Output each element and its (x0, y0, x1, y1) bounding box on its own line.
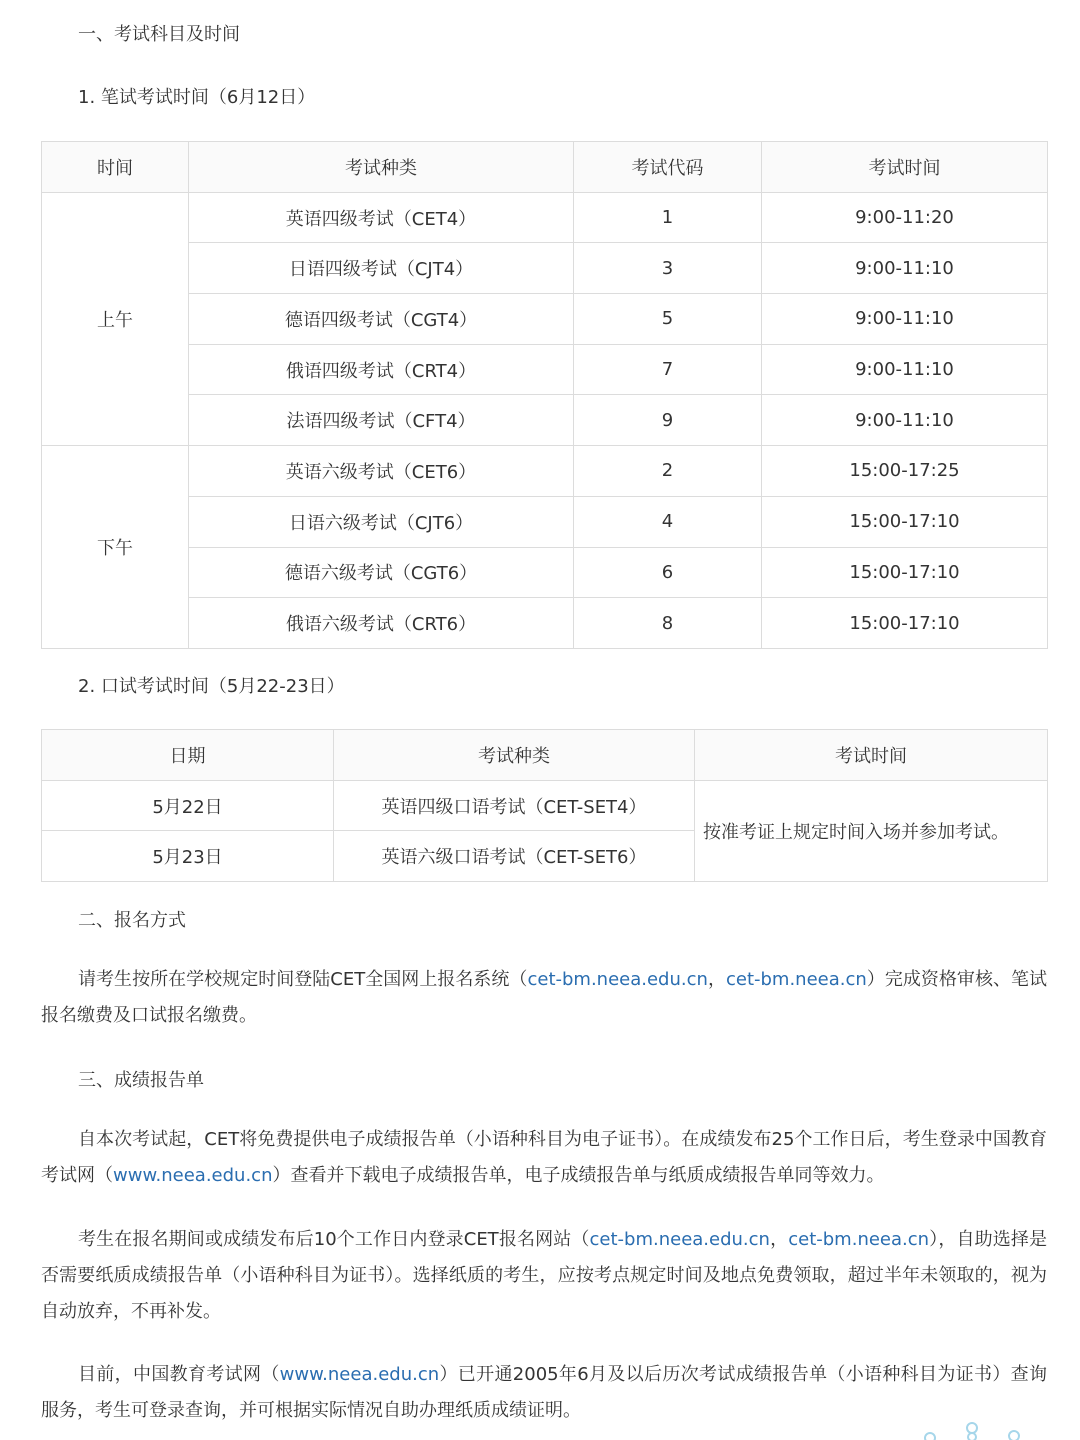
neea-link[interactable]: www.neea.edu.cn (113, 1165, 273, 1186)
section-2-title: 二、报名方式 (78, 910, 186, 931)
header-time-period: 时间 (42, 142, 189, 193)
text-segment: 请考生按所在学校规定时间登陆CET全国网上报名系统（ (78, 969, 528, 990)
table-row (42, 243, 1048, 294)
header-exam-type: 考试种类 (334, 730, 695, 781)
cet-link-edu[interactable]: cet-bm.neea.edu.cn (589, 1229, 770, 1250)
decor-circle-icon (925, 1433, 935, 1440)
afternoon-label: 下午 (42, 446, 189, 649)
table-row (42, 780, 1048, 831)
oral-exam-title: 2. 口试考试时间（5月22-23日） (78, 676, 345, 697)
decor-circle-icon (967, 1423, 977, 1433)
exam-time: 9:00-11:10 (762, 344, 1048, 395)
oral-date: 5月23日 (42, 831, 334, 882)
text-segment: ， (769, 1229, 789, 1250)
registration-paragraph (41, 962, 1047, 1034)
table-header-row (42, 730, 1048, 781)
decor-circle-icon (1009, 1431, 1019, 1440)
text-segment: 自本次考试起，CET将免费提供电子成绩报告单（小语种科目为电子证书）。在成绩发布25个工作日后，考生登录中国教育考试网（ (41, 1129, 1047, 1186)
decor-circle-icon (968, 1433, 976, 1440)
score-paragraph-3 (41, 1357, 1047, 1429)
score-paragraph-1 (41, 1122, 1047, 1194)
exam-code: 4 (574, 496, 762, 547)
oral-time-note: 按准考证上规定时间入场并参加考试。 (695, 780, 1048, 881)
text-segment: ， (707, 969, 726, 990)
exam-time: 15:00-17:10 (762, 547, 1048, 598)
exam-code: 6 (574, 547, 762, 598)
oral-exam-name: 英语六级口语考试（CET-SET6） (334, 831, 695, 882)
exam-name: 德语六级考试（CGT6） (189, 547, 574, 598)
exam-code: 9 (574, 395, 762, 446)
exam-code: 3 (574, 243, 762, 294)
oral-exam-table (41, 729, 1048, 882)
header-exam-time: 考试时间 (695, 730, 1048, 781)
exam-name: 日语四级考试（CJT4） (189, 243, 574, 294)
exam-name: 日语六级考试（CJT6） (189, 496, 574, 547)
text-segment: ）完成资格审核、笔试报名缴费及口试报名缴费。 (41, 969, 1048, 1026)
exam-name: 英语六级考试（CET6） (189, 446, 574, 497)
table-row (42, 344, 1048, 395)
exam-code: 7 (574, 344, 762, 395)
table-row (42, 547, 1048, 598)
exam-time: 15:00-17:10 (762, 598, 1048, 649)
table-row (42, 446, 1048, 497)
text-segment: 考生在报名期间或成绩发布后10个工作日内登录CET报名网站（ (78, 1229, 590, 1250)
header-exam-code: 考试代码 (574, 142, 762, 193)
table-row (42, 192, 1048, 243)
written-exam-table (41, 141, 1048, 649)
registration-link-edu[interactable]: cet-bm.neea.edu.cn (527, 969, 708, 990)
score-paragraph-2 (41, 1222, 1047, 1330)
exam-code: 1 (574, 192, 762, 243)
header-exam-time: 考试时间 (762, 142, 1048, 193)
table-header-row (42, 142, 1048, 193)
exam-name: 俄语四级考试（CRT4） (189, 344, 574, 395)
text-segment: ）已开通2005年6月及以后历次考试成绩报告单（小语种科目为证书）查询服务，考生可登录查询，并可根据实际情况自助办理纸质成绩证明。 (41, 1364, 1048, 1421)
table-row (42, 598, 1048, 649)
table-row (42, 294, 1048, 345)
table-row (42, 496, 1048, 547)
text-segment: ），自助选择是否需要纸质成绩报告单（小语种科目为证书）。选择纸质的考生，应按考点规定时间及地点免费领取，超过半年未领取的，视为自动放弃，不再补发。 (41, 1229, 1048, 1322)
exam-name: 法语四级考试（CFT4） (189, 395, 574, 446)
oral-date: 5月22日 (42, 780, 334, 831)
exam-name: 英语四级考试（CET4） (189, 192, 574, 243)
cet-link-cn[interactable]: cet-bm.neea.cn (788, 1229, 930, 1250)
text-segment: 目前，中国教育考试网（ (78, 1364, 280, 1385)
morning-label: 上午 (42, 192, 189, 445)
oral-exam-name: 英语四级口语考试（CET-SET4） (334, 780, 695, 831)
written-exam-title: 1. 笔试考试时间（6月12日） (78, 87, 316, 108)
exam-time: 15:00-17:10 (762, 496, 1048, 547)
section-1-title: 一、考试科目及时间 (78, 24, 240, 45)
exam-time: 9:00-11:10 (762, 395, 1048, 446)
neea-link-2[interactable]: www.neea.edu.cn (279, 1364, 440, 1385)
exam-name: 德语四级考试（CGT4） (189, 294, 574, 345)
exam-code: 5 (574, 294, 762, 345)
exam-name: 俄语六级考试（CRT6） (189, 598, 574, 649)
exam-code: 8 (574, 598, 762, 649)
exam-code: 2 (574, 446, 762, 497)
header-date: 日期 (42, 730, 334, 781)
text-segment: ）查看并下载电子成绩报告单，电子成绩报告单与纸质成绩报告单同等效力。 (272, 1165, 885, 1186)
table-row (42, 395, 1048, 446)
header-exam-type: 考试种类 (189, 142, 574, 193)
exam-time: 9:00-11:10 (762, 294, 1048, 345)
exam-time: 15:00-17:25 (762, 446, 1048, 497)
section-3-title: 三、成绩报告单 (78, 1070, 204, 1091)
decorative-icons (910, 1420, 1050, 1440)
exam-time: 9:00-11:10 (762, 243, 1048, 294)
exam-time: 9:00-11:20 (762, 192, 1048, 243)
registration-link-cn[interactable]: cet-bm.neea.cn (725, 969, 867, 990)
